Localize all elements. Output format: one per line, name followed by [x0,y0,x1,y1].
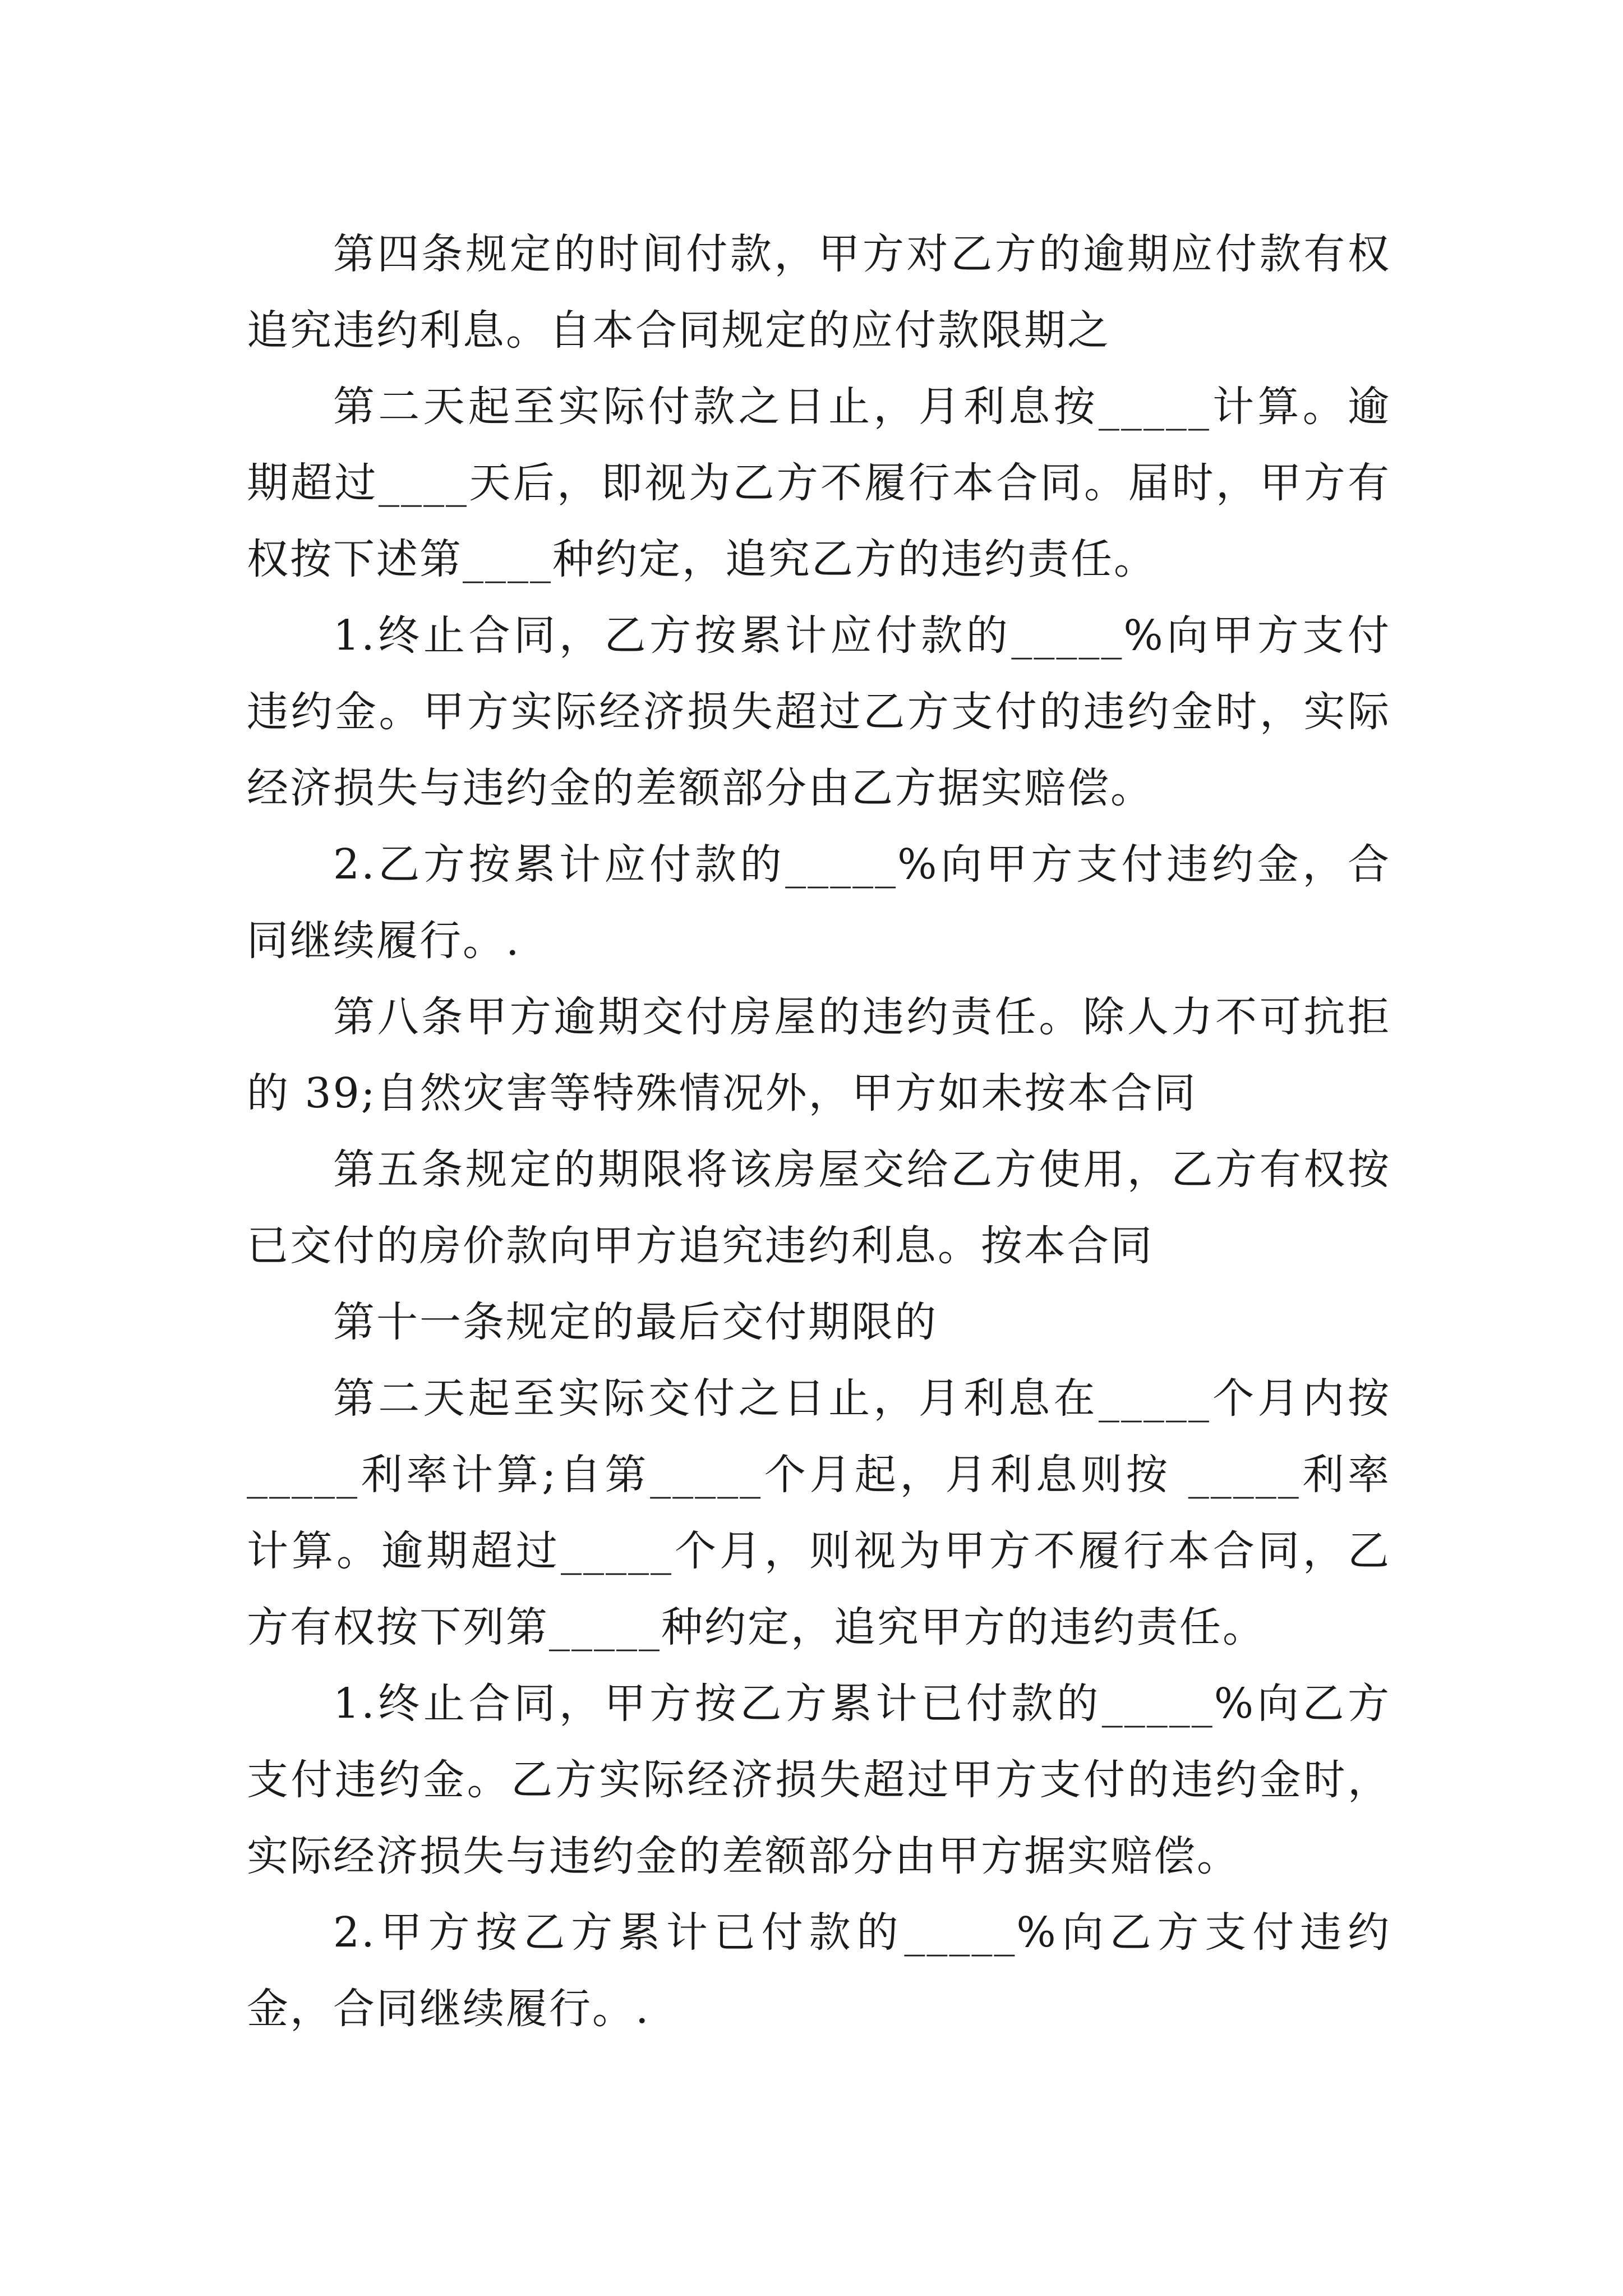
paragraph-4: 2.乙方按累计应付款的_____%向甲方支付违约金，合同继续履行。. [247,840,1391,965]
paragraph-2: 第二天起至实际付款之日止，月利息按_____计算。逾期超过____天后，即视为乙方不履行本合同。届时，甲方有权按下述第____种约定，追究乙方的违约责任。 [247,383,1391,583]
paragraph-3: 1.终止合同，乙方按累计应付款的_____%向甲方支付违约金。甲方实际经济损失超过乙方支付的违约金时，实际经济损失与违约金的差额部分由乙方据实赔偿。 [247,611,1391,812]
paragraph-5: 第八条甲方逾期交付房屋的违约责任。除人力不可抗拒的 39;自然灾害等特殊情况外，甲方如未按本合同 [247,993,1391,1117]
paragraph-6: 第五条规定的期限将该房屋交给乙方使用，乙方有权按已交付的房价款向甲方追究违约利息。按本合同 [247,1145,1391,1270]
document-body [247,216,1391,2047]
paragraph-10: 2.甲方按乙方累计已付款的_____%向乙方支付违约金，合同继续履行。. [247,1908,1391,2033]
paragraph-8: 第二天起至实际交付之日止，月利息在_____个月内按_____利率计算;自第_____个月起，月利息则按 _____利率计算。逾期超过_____个月，则视为甲方不履行本合同，乙方有权按下列第_____种约定，追究甲方的违约责任。 [247,1374,1391,1651]
paragraph-1: 第四条规定的时间付款，甲方对乙方的逾期应付款有权追究违约利息。自本合同规定的应付款限期之 [247,230,1391,355]
paragraph-7: 第十一条规定的最后交付期限的 [333,1298,938,1346]
paragraph-9: 1.终止合同，甲方按乙方累计已付款的_____%向乙方支付违约金。乙方实际经济损失超过甲方支付的违约金时，实际经济损失与违约金的差额部分由甲方据实赔偿。 [247,1680,1391,1880]
